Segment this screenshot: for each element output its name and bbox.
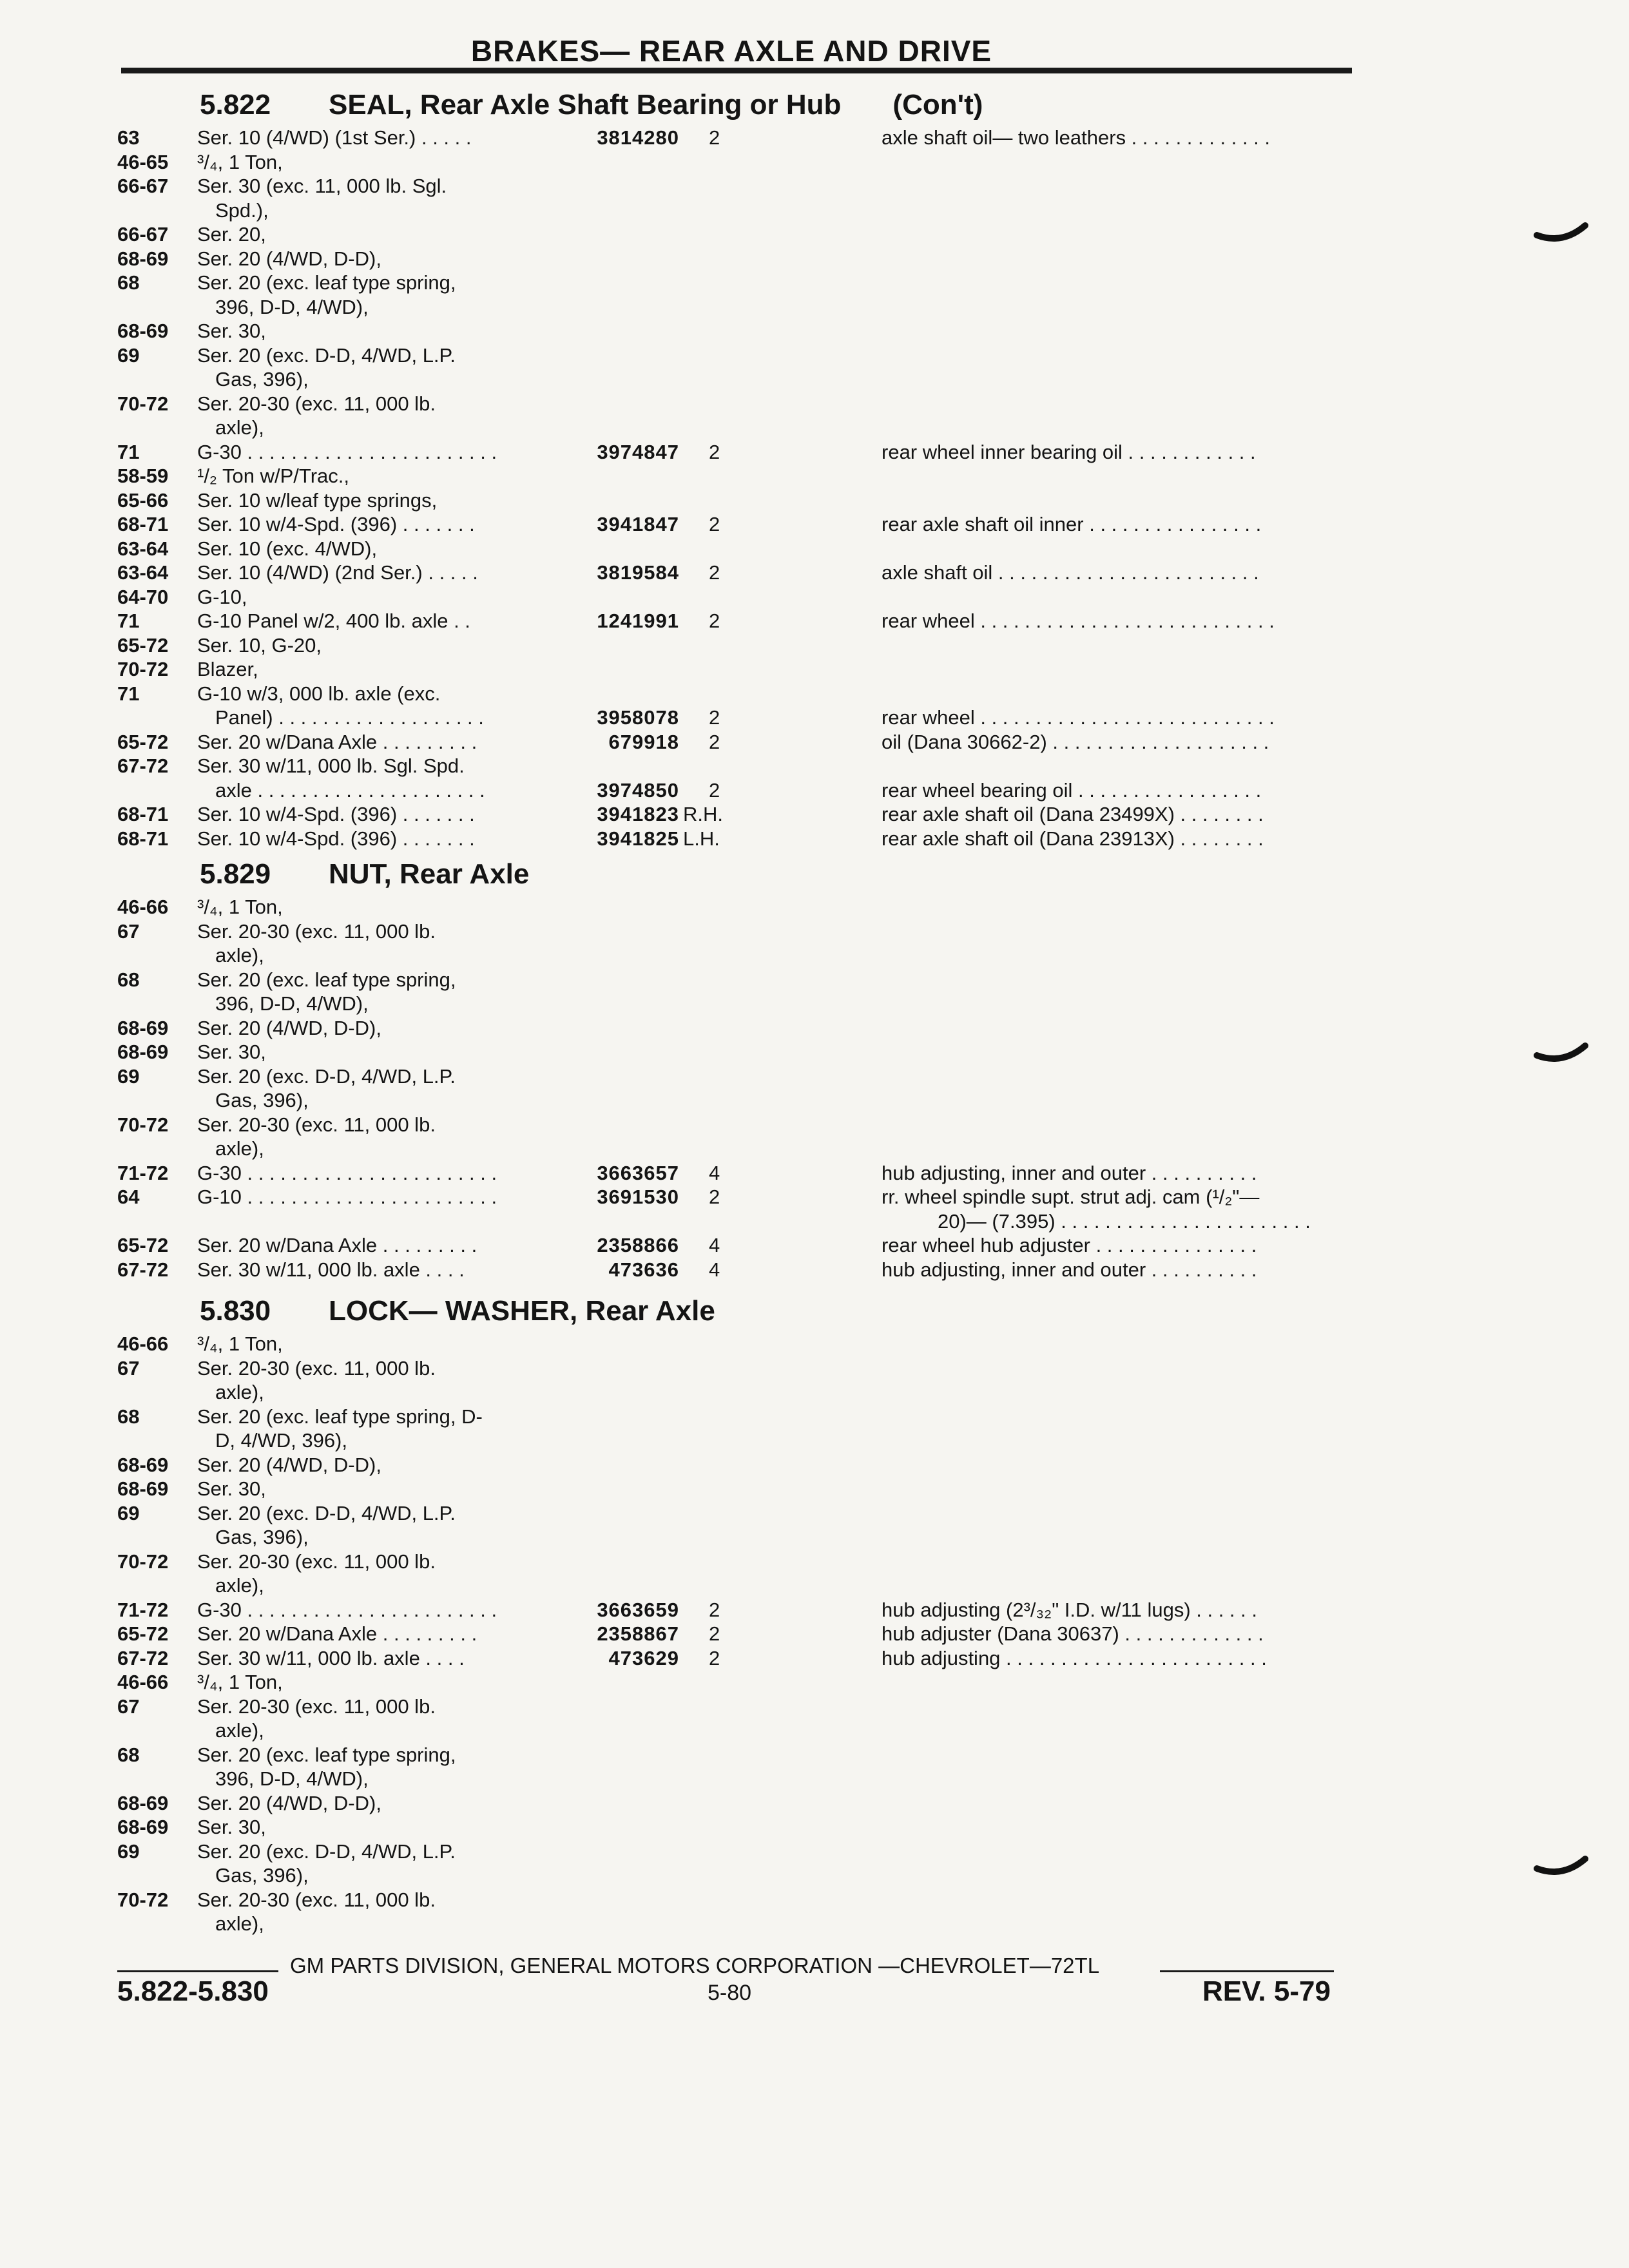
description: oil (Dana 30662-2) . . . . . . . . . . . . . . . . . . . .: [882, 731, 1269, 753]
model-years: 65-72: [117, 634, 169, 657]
application: Ser. 20 w/Dana Axle . . . . . . . . .: [197, 731, 477, 753]
table-row: [0, 634, 1629, 658]
table-row: [0, 1234, 1629, 1258]
model-years: 63-64: [117, 537, 169, 560]
table-row: [0, 586, 1629, 610]
application: Gas, 396),: [215, 1526, 309, 1548]
application: Ser. 30 w/11, 000 lb. axle . . . .: [197, 1647, 465, 1669]
application: Ser. 20 (4/WD, D-D),: [197, 1792, 381, 1814]
application: axle),: [215, 1137, 264, 1160]
application: G-10 Panel w/2, 400 lb. axle . .: [197, 610, 470, 632]
table-row: [0, 344, 1629, 368]
application: Ser. 20,: [197, 223, 266, 245]
table-row: [0, 992, 1629, 1016]
application: Ser. 10 w/4-Spd. (396) . . . . . . .: [197, 827, 475, 850]
application: ³/₄, 1 Ton,: [197, 896, 283, 918]
table-row: [0, 1912, 1629, 1936]
quantity: 2: [709, 779, 720, 802]
part-number: 3814280: [597, 126, 679, 149]
table-row: [0, 827, 1629, 851]
application: G-10,: [197, 586, 247, 608]
application: Ser. 20 (exc. D-D, 4/WD, L.P.: [197, 1840, 456, 1863]
table-row: [0, 1767, 1629, 1791]
quantity: 2: [709, 610, 720, 632]
application: axle),: [215, 1912, 264, 1935]
footer-revision: REV. 5-79: [1202, 1975, 1331, 2007]
table-row: [0, 1357, 1629, 1381]
application: 396, D-D, 4/WD),: [215, 992, 369, 1015]
part-number: 2358867: [597, 1622, 679, 1645]
model-years: 70-72: [117, 392, 169, 415]
table-row: [0, 416, 1629, 440]
description: hub adjusting (2³/₃₂" I.D. w/11 lugs) . . . . . .: [882, 1599, 1257, 1621]
description: rear wheel . . . . . . . . . . . . . . . . . . . . . . . . . . .: [882, 610, 1275, 632]
quantity: 2: [709, 731, 720, 753]
table-row: [0, 489, 1629, 513]
table-row: [0, 151, 1629, 175]
application: G-10 . . . . . . . . . . . . . . . . . . . . . . .: [197, 1186, 497, 1208]
table-row: [0, 1405, 1629, 1429]
application: axle),: [215, 1574, 264, 1597]
application: Ser. 20 w/Dana Axle . . . . . . . . .: [197, 1234, 477, 1256]
model-years: 70-72: [117, 658, 169, 680]
quantity: 2: [709, 441, 720, 463]
application: 396, D-D, 4/WD),: [215, 1767, 369, 1790]
section-continued-label: (Con't): [892, 89, 983, 120]
model-years: 68-71: [117, 827, 169, 850]
table-row: [0, 1840, 1629, 1864]
model-years: 68-69: [117, 1454, 169, 1476]
application: Ser. 10 (4/WD) (1st Ser.) . . . . .: [197, 126, 472, 149]
table-row: [0, 271, 1629, 295]
description: rear axle shaft oil inner . . . . . . . . . . . . . . . .: [882, 513, 1262, 535]
application: G-30 . . . . . . . . . . . . . . . . . . . . . . .: [197, 441, 497, 463]
application: G-10 w/3, 000 lb. axle (exc.: [197, 682, 441, 705]
application: ³/₄, 1 Ton,: [197, 151, 283, 173]
model-years: 68: [117, 271, 140, 294]
part-number: 1241991: [597, 610, 679, 632]
description: rear wheel hub adjuster . . . . . . . . . . . . . . .: [882, 1234, 1257, 1256]
application: Ser. 30 w/11, 000 lb. Sgl. Spd.: [197, 754, 465, 777]
description: rear wheel inner bearing oil . . . . . . . . . . . .: [882, 441, 1256, 463]
model-years: 68-69: [117, 1041, 169, 1063]
quantity: 2: [709, 1186, 720, 1208]
table-row: [0, 1647, 1629, 1671]
model-years: 68-69: [117, 1816, 169, 1838]
table-row: [0, 1332, 1629, 1356]
application: Ser. 20-30 (exc. 11, 000 lb.: [197, 392, 436, 415]
part-number: 3958078: [597, 706, 679, 729]
table-row: [0, 1258, 1629, 1282]
table-row: [0, 296, 1629, 320]
table-row: [0, 1381, 1629, 1405]
application: G-30 . . . . . . . . . . . . . . . . . . . . . . .: [197, 1599, 497, 1621]
application: ³/₄, 1 Ton,: [197, 1332, 283, 1355]
table-row: [0, 1041, 1629, 1064]
description: hub adjusting . . . . . . . . . . . . . . . . . . . . . . . .: [882, 1647, 1267, 1669]
model-years: 68-71: [117, 803, 169, 825]
description: rear axle shaft oil (Dana 23913X) . . . . . . . .: [882, 827, 1264, 850]
application: Blazer,: [197, 658, 258, 680]
binder-hole-mark-middle: [1534, 1043, 1592, 1068]
description: rear axle shaft oil (Dana 23499X) . . . . . . . .: [882, 803, 1264, 825]
model-years: 65-72: [117, 1234, 169, 1256]
application: Ser. 10, G-20,: [197, 634, 322, 657]
header-rule: [121, 68, 1352, 73]
application: Gas, 396),: [215, 1864, 309, 1887]
application: Panel) . . . . . . . . . . . . . . . . . . .: [215, 706, 484, 729]
model-years: 65-66: [117, 489, 169, 512]
model-years: 68-69: [117, 1792, 169, 1814]
model-years: 71: [117, 441, 140, 463]
part-number: 3691530: [597, 1186, 679, 1208]
table-row: [0, 1816, 1629, 1840]
application: Ser. 30,: [197, 1816, 266, 1838]
application: ³/₄, 1 Ton,: [197, 1671, 283, 1693]
application: Ser. 20 (exc. leaf type spring,: [197, 968, 456, 991]
table-row: [0, 1550, 1629, 1574]
table-row: [0, 392, 1629, 416]
application: Ser. 10 (4/WD) (2nd Ser.) . . . . .: [197, 561, 478, 584]
application: Ser. 20-30 (exc. 11, 000 lb.: [197, 920, 436, 943]
footer-page-number: 5-80: [708, 1981, 752, 2005]
application: Ser. 30,: [197, 1041, 266, 1063]
part-number: 3941847: [597, 513, 679, 535]
application: Ser. 10 w/leaf type springs,: [197, 489, 438, 512]
footer-section-range: 5.822-5.830: [117, 1975, 269, 2007]
model-years: 65-72: [117, 731, 169, 753]
description: rear wheel bearing oil . . . . . . . . . . . . . . . . .: [882, 779, 1262, 802]
model-years: 67-72: [117, 1258, 169, 1281]
table-row: [0, 1574, 1629, 1598]
model-years: 67: [117, 1357, 140, 1379]
application: Ser. 20 (exc. D-D, 4/WD, L.P.: [197, 1065, 456, 1088]
part-number: 473636: [608, 1258, 679, 1281]
description: rr. wheel spindle supt. strut adj. cam (¹/₂"—: [882, 1186, 1260, 1208]
model-years: 68-71: [117, 513, 169, 535]
table-row: [0, 126, 1629, 150]
application: Ser. 10 (exc. 4/WD),: [197, 537, 378, 560]
model-years: 66-67: [117, 175, 169, 197]
model-years: 70-72: [117, 1113, 169, 1136]
description: axle shaft oil . . . . . . . . . . . . . . . . . . . . . . . .: [882, 561, 1259, 584]
model-years: 58-59: [117, 465, 169, 487]
section-title: NUT, Rear Axle: [329, 858, 530, 890]
quantity: 4: [709, 1234, 720, 1256]
quantity: 2: [709, 1622, 720, 1645]
quantity: R.H.: [683, 803, 723, 825]
quantity: L.H.: [683, 827, 720, 850]
application: Ser. 20-30 (exc. 11, 000 lb.: [197, 1113, 436, 1136]
section-number: 5.830: [200, 1295, 271, 1327]
application: ¹/₂ Ton w/P/Trac.,: [197, 465, 349, 487]
application: Ser. 30 (exc. 11, 000 lb. Sgl.: [197, 175, 447, 197]
table-row: [0, 1454, 1629, 1477]
part-number: 3974850: [597, 779, 679, 802]
model-years: 67-72: [117, 1647, 169, 1669]
application: Ser. 20 (exc. leaf type spring,: [197, 1744, 456, 1766]
description: hub adjusting, inner and outer . . . . . . . . . .: [882, 1258, 1257, 1281]
part-number: 3663657: [597, 1162, 679, 1184]
model-years: 67: [117, 920, 140, 943]
model-years: 70-72: [117, 1888, 169, 1911]
table-row: [0, 1864, 1629, 1888]
binder-hole-mark-bottom: [1534, 1856, 1592, 1881]
table-row: [0, 320, 1629, 343]
table-row: [0, 1526, 1629, 1550]
model-years: 68: [117, 1744, 140, 1766]
application: Ser. 20 (4/WD, D-D),: [197, 1454, 381, 1476]
table-row: [0, 1599, 1629, 1622]
table-row: [0, 1622, 1629, 1646]
application: Ser. 20-30 (exc. 11, 000 lb.: [197, 1695, 436, 1718]
part-number: 3941823: [597, 803, 679, 825]
application: Ser. 20 (exc. D-D, 4/WD, L.P.: [197, 344, 456, 367]
application: Ser. 20-30 (exc. 11, 000 lb.: [197, 1888, 436, 1911]
section-heading-5-822: [200, 89, 983, 121]
section-title: LOCK— WASHER, Rear Axle: [329, 1295, 715, 1327]
application: Ser. 20-30 (exc. 11, 000 lb.: [197, 1357, 436, 1379]
quantity: 2: [709, 1647, 720, 1669]
binder-hole-mark-top: [1534, 222, 1592, 248]
quantity: 2: [709, 513, 720, 535]
application: Ser. 30 w/11, 000 lb. axle . . . .: [197, 1258, 465, 1281]
quantity: 2: [709, 561, 720, 584]
footer-publisher: GM PARTS DIVISION, GENERAL MOTORS CORPORATION —CHEVROLET—72TL: [290, 1954, 1100, 1977]
model-years: 69: [117, 1065, 140, 1088]
section-number: 5.829: [200, 858, 271, 890]
description: 20)— (7.395) . . . . . . . . . . . . . . . . . . . . . . .: [938, 1210, 1311, 1233]
application: Ser. 20 (exc. D-D, 4/WD, L.P.: [197, 1502, 456, 1524]
table-row: [0, 1089, 1629, 1113]
model-years: 71: [117, 610, 140, 632]
model-years: 46-66: [117, 1332, 169, 1355]
table-row: [0, 803, 1629, 827]
model-years: 71-72: [117, 1599, 169, 1621]
application: Gas, 396),: [215, 1089, 309, 1111]
model-years: 68: [117, 1405, 140, 1428]
table-row: [0, 561, 1629, 585]
model-years: 68-69: [117, 320, 169, 342]
part-number: 679918: [608, 731, 679, 753]
model-years: 69: [117, 344, 140, 367]
model-years: 69: [117, 1502, 140, 1524]
part-number: 473629: [608, 1647, 679, 1669]
section-heading-5-830: [200, 1295, 715, 1327]
table-row: [0, 706, 1629, 730]
table-row: [0, 513, 1629, 537]
footer-rule-right: [1160, 1970, 1334, 1972]
table-row: [0, 682, 1629, 706]
application: Ser. 30,: [197, 320, 266, 342]
part-number: 3819584: [597, 561, 679, 584]
application: axle),: [215, 1381, 264, 1403]
application: Ser. 20 (4/WD, D-D),: [197, 247, 381, 270]
model-years: 67-72: [117, 754, 169, 777]
table-row: [0, 1888, 1629, 1912]
table-row: [0, 247, 1629, 271]
application: Ser. 10 w/4-Spd. (396) . . . . . . .: [197, 513, 475, 535]
application: 396, D-D, 4/WD),: [215, 296, 369, 318]
quantity: 2: [709, 1599, 720, 1621]
table-row: [0, 1502, 1629, 1526]
application: Ser. 20-30 (exc. 11, 000 lb.: [197, 1550, 436, 1573]
table-row: [0, 920, 1629, 944]
table-row: [0, 1671, 1629, 1695]
table-row: [0, 199, 1629, 223]
quantity: 4: [709, 1258, 720, 1281]
table-row: [0, 537, 1629, 561]
table-row: [0, 1186, 1629, 1209]
quantity: 2: [709, 706, 720, 729]
model-years: 71: [117, 682, 140, 705]
table-row: [0, 944, 1629, 968]
quantity: 4: [709, 1162, 720, 1184]
model-years: 71-72: [117, 1162, 169, 1184]
application: Ser. 20 (4/WD, D-D),: [197, 1017, 381, 1039]
application: Ser. 20 (exc. leaf type spring, D-: [197, 1405, 483, 1428]
model-years: 67: [117, 1695, 140, 1718]
table-row: [0, 610, 1629, 633]
part-number: 3941825: [597, 827, 679, 850]
model-years: 63-64: [117, 561, 169, 584]
model-years: 46-65: [117, 151, 169, 173]
table-row: [0, 1113, 1629, 1137]
model-years: 70-72: [117, 1550, 169, 1573]
quantity: 2: [709, 126, 720, 149]
description: hub adjusting, inner and outer . . . . . . . . . .: [882, 1162, 1257, 1184]
description: hub adjuster (Dana 30637) . . . . . . . . . . . . .: [882, 1622, 1264, 1645]
model-years: 46-66: [117, 896, 169, 918]
table-row: [0, 731, 1629, 754]
table-row: [0, 1695, 1629, 1719]
table-row: [0, 754, 1629, 778]
table-row: [0, 368, 1629, 392]
model-years: 64: [117, 1186, 140, 1208]
table-row: [0, 968, 1629, 992]
model-years: 68-69: [117, 1477, 169, 1500]
table-row: [0, 223, 1629, 247]
page-header-title: BRAKES— REAR AXLE AND DRIVE: [470, 34, 992, 68]
application: Ser. 20 (exc. leaf type spring,: [197, 271, 456, 294]
table-row: [0, 1477, 1629, 1501]
table-row: [0, 1429, 1629, 1453]
section-heading-5-829: [200, 858, 529, 890]
table-row: [0, 1719, 1629, 1743]
model-years: 68-69: [117, 1017, 169, 1039]
application: Spd.),: [215, 199, 269, 222]
application: axle . . . . . . . . . . . . . . . . . . . . .: [215, 779, 485, 802]
model-years: 63: [117, 126, 140, 149]
model-years: 69: [117, 1840, 140, 1863]
application: G-30 . . . . . . . . . . . . . . . . . . . . . . .: [197, 1162, 497, 1184]
application: axle),: [215, 944, 264, 966]
model-years: 68: [117, 968, 140, 991]
part-number: 2358866: [597, 1234, 679, 1256]
model-years: 64-70: [117, 586, 169, 608]
part-number: 3663659: [597, 1599, 679, 1621]
table-row: [0, 441, 1629, 465]
footer-rule-left: [117, 1970, 278, 1972]
table-row: [0, 779, 1629, 803]
table-row: [0, 1210, 1629, 1234]
application: Gas, 396),: [215, 368, 309, 390]
application: Ser. 20 w/Dana Axle . . . . . . . . .: [197, 1622, 477, 1645]
part-number: 3974847: [597, 441, 679, 463]
application: axle),: [215, 416, 264, 439]
table-row: [0, 1744, 1629, 1767]
model-years: 65-72: [117, 1622, 169, 1645]
description: rear wheel . . . . . . . . . . . . . . . . . . . . . . . . . . .: [882, 706, 1275, 729]
section-number: 5.822: [200, 89, 271, 120]
model-years: 68-69: [117, 247, 169, 270]
application: Ser. 30,: [197, 1477, 266, 1500]
model-years: 46-66: [117, 1671, 169, 1693]
table-row: [0, 175, 1629, 198]
table-row: [0, 1792, 1629, 1816]
table-row: [0, 1137, 1629, 1161]
table-row: [0, 1065, 1629, 1089]
table-row: [0, 1017, 1629, 1041]
table-row: [0, 465, 1629, 488]
table-row: [0, 1162, 1629, 1186]
application: axle),: [215, 1719, 264, 1742]
application: D, 4/WD, 396),: [215, 1429, 347, 1452]
description: axle shaft oil— two leathers . . . . . . . . . . . . .: [882, 126, 1271, 149]
model-years: 66-67: [117, 223, 169, 245]
section-title: SEAL, Rear Axle Shaft Bearing or Hub: [329, 89, 842, 120]
table-row: [0, 896, 1629, 919]
table-row: [0, 658, 1629, 682]
application: Ser. 10 w/4-Spd. (396) . . . . . . .: [197, 803, 475, 825]
